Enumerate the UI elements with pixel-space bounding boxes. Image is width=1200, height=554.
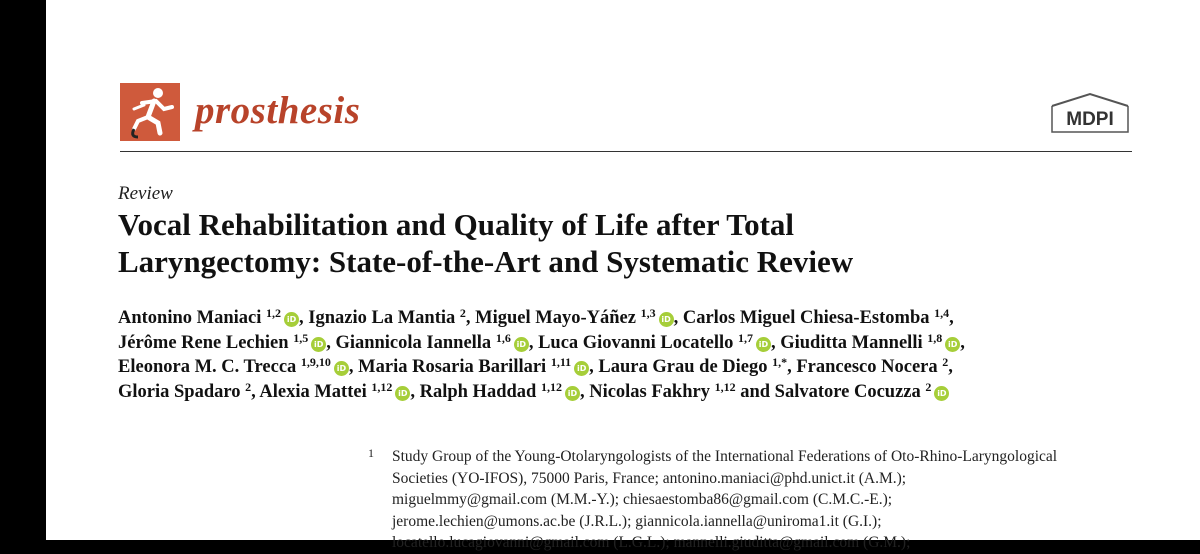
author-separator: ,	[326, 332, 336, 353]
author-name[interactable]: Ralph Haddad	[419, 381, 537, 402]
author-name[interactable]: Francesco Nocera	[796, 357, 938, 377]
title-line: Laryngectomy: State-of-the-Art and Systematic Review	[118, 244, 854, 279]
author-name[interactable]: Eleonora M. C. Trecca	[118, 357, 297, 377]
paper-page	[46, 0, 1200, 551]
author-separator: ,	[528, 332, 539, 353]
affiliation-line: jerome.lechien@umons.ac.be (J.R.L.); giannicola.iannella@uniroma1.it (G.I.);	[392, 512, 882, 530]
affiliation-superscript: 1,11	[550, 355, 572, 369]
author-name[interactable]: Antonino Maniaci	[118, 308, 262, 328]
author-name[interactable]: Nicolas Fakhry	[589, 381, 710, 402]
author-name[interactable]: Ignazio La Mantia	[308, 308, 456, 328]
affiliation-superscript: 1,6	[495, 330, 511, 345]
author-separator: ,	[589, 357, 599, 377]
author-name[interactable]: Miguel Mayo-Yáñez	[475, 308, 636, 328]
author-name[interactable]: Salvatore Cocuzza	[774, 381, 921, 402]
author-name[interactable]: Luca Giovanni Locatello	[538, 332, 734, 353]
affiliation-superscript: 1,2	[266, 306, 282, 320]
journal-name: prosthesis	[195, 89, 361, 132]
title-line: Vocal Rehabilitation and Quality of Life after Total	[118, 207, 795, 242]
affiliation-superscript: 2	[942, 355, 949, 369]
author-separator: ,	[673, 308, 683, 328]
article-title	[118, 206, 1118, 280]
article-type: Review	[118, 183, 173, 204]
orcid-icon[interactable]: iD	[395, 386, 410, 401]
author-separator: ,	[948, 357, 953, 377]
orcid-icon[interactable]: iD	[334, 361, 349, 376]
orcid-icon[interactable]: iD	[565, 386, 580, 401]
affiliation-superscript: 1,5	[293, 330, 309, 345]
affiliation-superscript: 2	[459, 306, 466, 320]
author-line	[118, 331, 1158, 356]
affiliation-superscript: 1,8	[927, 330, 943, 345]
author-separator: ,	[348, 357, 359, 377]
publisher-name: MDPI	[1066, 109, 1114, 130]
affiliation-superscript: 1,12	[371, 379, 393, 394]
author-separator: ,	[465, 308, 476, 328]
orcid-icon[interactable]: iD	[659, 312, 674, 327]
author-separator: and	[735, 381, 775, 402]
affiliation-line: Study Group of the Young-Otolaryngologists of the International Federations of Oto-Rhino-Laryngological	[392, 448, 1058, 465]
affiliation-superscript: 2	[925, 379, 932, 394]
running-amputee-icon	[120, 83, 180, 141]
author-separator: ,	[770, 332, 781, 353]
affiliation-superscript: 1,4	[934, 306, 950, 320]
affiliation-superscript: 1,7	[737, 330, 753, 345]
author-separator: ,	[949, 308, 954, 328]
author-name[interactable]: Gloria Spadaro	[118, 381, 241, 402]
affiliation-line: locatello.lucagiovanni@gmail.com (L.G.L.); mannelli.giuditta@gmail.com (G.M.);	[392, 534, 911, 551]
orcid-icon[interactable]: iD	[311, 337, 326, 352]
author-separator: ,	[299, 308, 309, 328]
running-amputee-graphic	[120, 83, 180, 141]
author-separator: ,	[410, 381, 420, 402]
affiliation-superscript: 1,9,10	[300, 355, 331, 369]
author-separator: ,	[787, 357, 797, 377]
author-name[interactable]: Alexia Mattei	[259, 381, 367, 402]
author-name[interactable]: Maria Rosaria Barillari	[358, 357, 547, 377]
affiliation-number: 1	[368, 446, 374, 460]
author-name[interactable]: Giannicola Iannella	[335, 332, 492, 353]
author-name[interactable]: Giuditta Mannelli	[780, 332, 923, 353]
author-name[interactable]: Carlos Miguel Chiesa-Estomba	[682, 308, 930, 328]
author-separator: ,	[960, 332, 965, 353]
orcid-icon[interactable]: iD	[756, 337, 771, 352]
orcid-icon[interactable]: iD	[945, 337, 960, 352]
mdpi-logo	[1048, 92, 1132, 138]
affiliation-superscript: 1,12	[714, 379, 736, 394]
affiliation-superscript: 1,12	[540, 379, 562, 394]
affiliation-text	[392, 446, 1152, 554]
author-line	[118, 306, 1158, 331]
orcid-icon[interactable]: iD	[574, 361, 589, 376]
author-name[interactable]: Jérôme Rene Lechien	[118, 332, 289, 353]
affiliation-superscript: 1,*	[772, 355, 788, 369]
author-list	[118, 306, 1158, 404]
author-separator: ,	[579, 381, 590, 402]
orcid-icon[interactable]: iD	[934, 386, 949, 401]
author-name[interactable]: Laura Grau de Diego	[598, 357, 768, 377]
affiliation-line: Societies (YO-IFOS), 75000 Paris, France; antonino.maniaci@phd.unict.it (A.M.);	[392, 469, 907, 487]
header-rule	[120, 151, 1132, 152]
author-separator: ,	[251, 381, 260, 402]
affiliation-superscript: 2	[245, 379, 252, 394]
affiliation-superscript: 1,3	[640, 306, 656, 320]
affiliation-line: miguelmmy@gmail.com (M.M.-Y.); chiesaestomba86@gmail.com (C.M.C.-E.);	[392, 491, 893, 508]
orcid-icon[interactable]: iD	[514, 337, 529, 352]
author-line	[118, 355, 1158, 380]
orcid-icon[interactable]: iD	[284, 312, 299, 327]
author-line	[118, 380, 1158, 405]
